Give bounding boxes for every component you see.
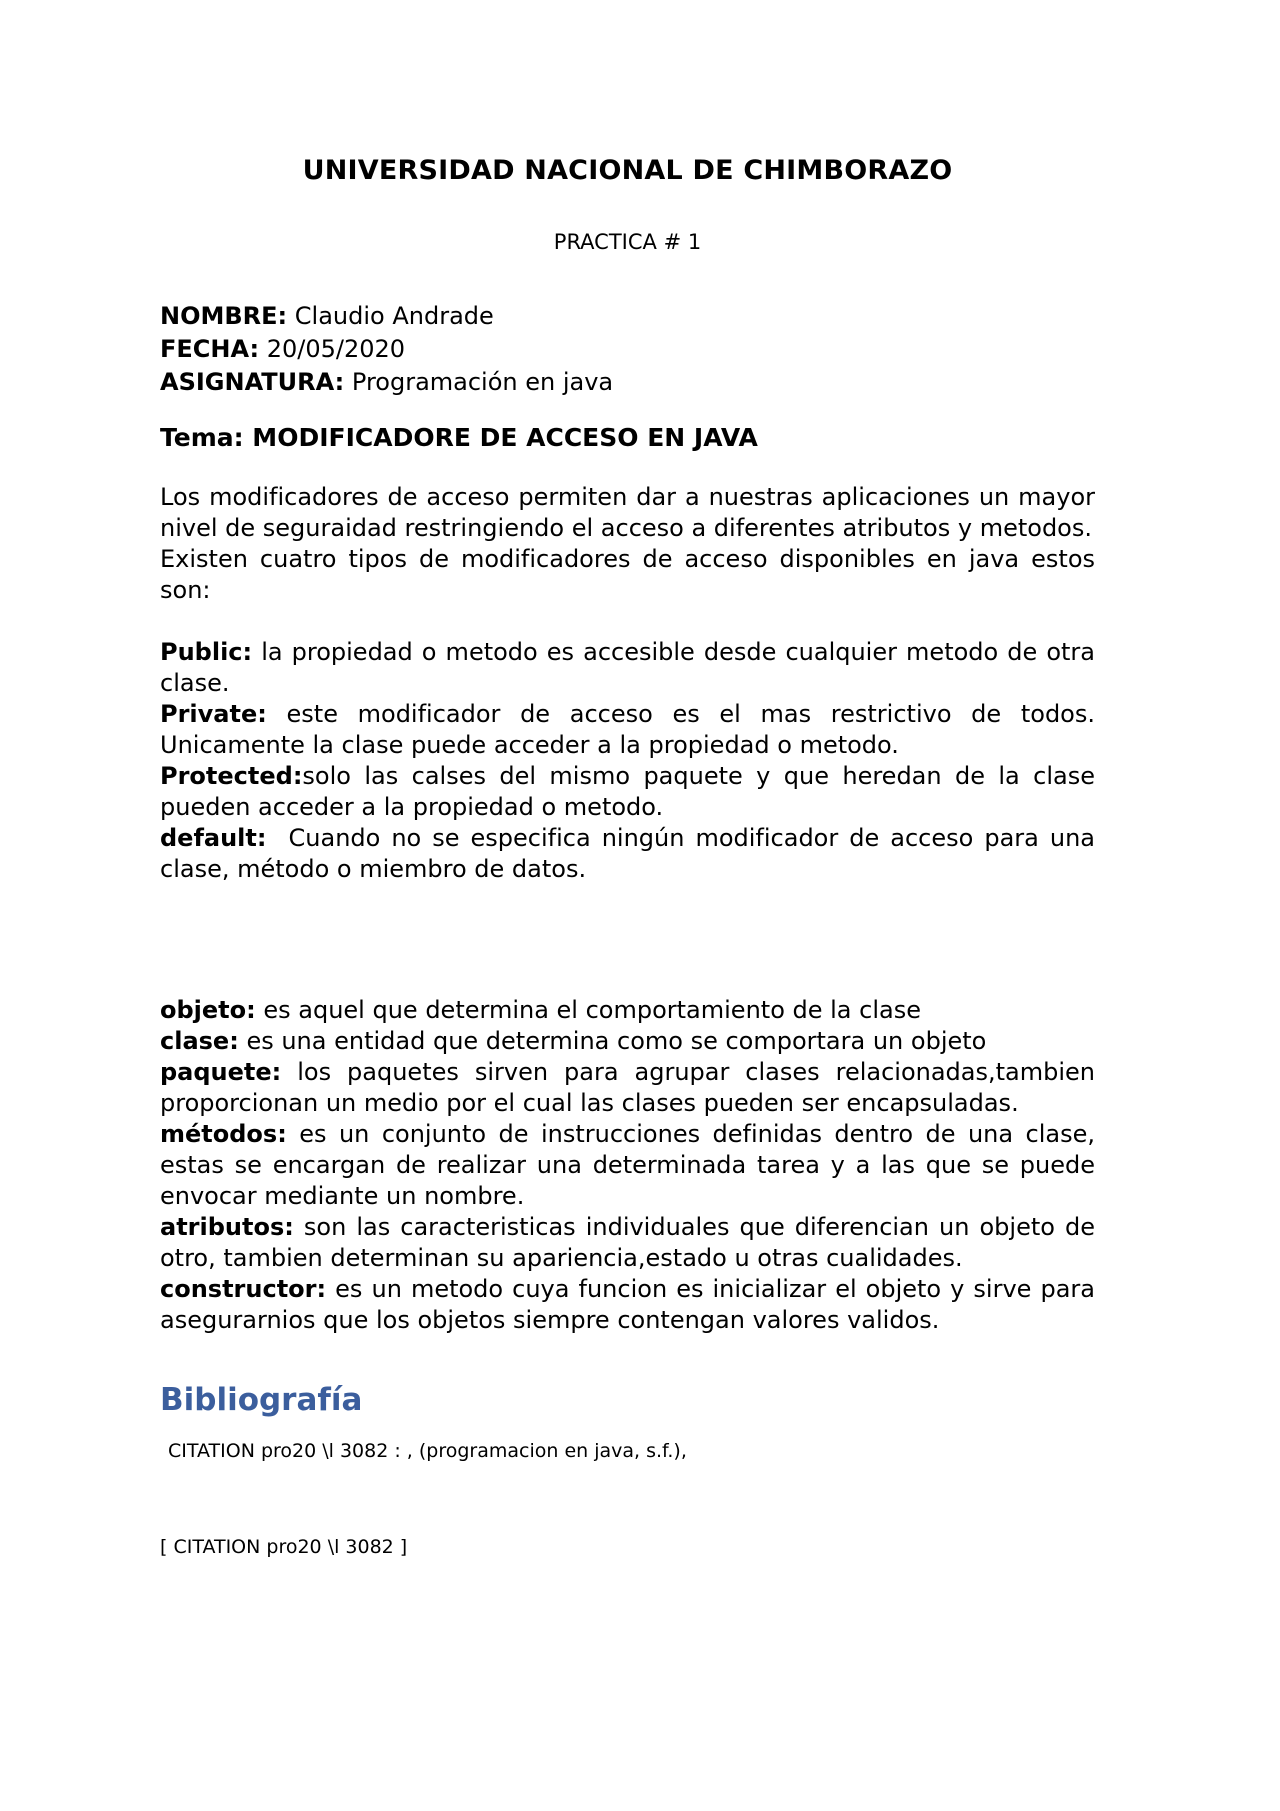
student-info	[160, 300, 1095, 399]
definition-metodos	[160, 1119, 1095, 1212]
definition-text: son las caracteristicas individuales que diferencian un objeto de otro, tambien determinan su apariencia,estado u otras cualidades.	[160, 1213, 1095, 1272]
definition-objeto	[160, 995, 1095, 1026]
definition-text: es una entidad que determina como se comportara un objeto	[238, 1027, 987, 1055]
nombre-value: Claudio Andrade	[294, 302, 494, 330]
asignatura-value: Programación en java	[351, 368, 614, 396]
nombre-label: NOMBRE:	[160, 302, 288, 330]
definition-term: objeto:	[160, 996, 256, 1024]
definition-term: métodos:	[160, 1120, 287, 1148]
definition-term: Public:	[160, 638, 253, 666]
definition-term: clase:	[160, 1027, 239, 1055]
concepts-section	[160, 995, 1095, 1336]
definition-term: paquete:	[160, 1058, 282, 1086]
fecha-label: FECHA:	[160, 335, 260, 363]
definition-atributos	[160, 1212, 1095, 1274]
fecha-value: 20/05/2020	[266, 335, 406, 363]
definition-private	[160, 699, 1095, 761]
intro-paragraph-1: Los modificadores de acceso permiten dar a nuestras aplicaciones un mayor nivel de seguraidad restringiendo el acceso a diferentes atributos y metodos.	[160, 483, 1095, 542]
definition-text: solo las calses del mismo paquete y que heredan de la clase pueden acceder a la propiedad o metodo.	[160, 762, 1095, 821]
citation-field-text: CITATION pro20 \l 3082 : , (programacion en java, s.f.),	[168, 1440, 687, 1462]
definition-clase	[160, 1026, 1095, 1057]
definition-public	[160, 637, 1095, 699]
asignatura-line	[160, 366, 1095, 399]
fecha-line	[160, 333, 1095, 366]
nombre-line	[160, 300, 1095, 333]
definition-default	[160, 823, 1095, 885]
definition-text: Cuando no se especifica ningún modificador de acceso para una clase, método o miembro de datos.	[160, 824, 1095, 883]
document-title: UNIVERSIDAD NACIONAL DE CHIMBORAZO	[302, 155, 953, 186]
definition-term: constructor:	[160, 1275, 327, 1303]
definition-text: este modificador de acceso es el mas restrictivo de todos. Unicamente la clase puede acceder a la propiedad o metodo.	[160, 700, 1095, 759]
asignatura-label: ASIGNATURA:	[160, 368, 345, 396]
practice-number: PRACTICA # 1	[553, 230, 702, 254]
definition-text: es aquel que determina el comportamiento de la clase	[255, 996, 921, 1024]
topic-heading: Tema: MODIFICADORE DE ACCESO EN JAVA	[160, 423, 758, 452]
definition-text: los paquetes sirven para agrupar clases relacionadas,tambien proporcionan un medio por el cual las clases pueden ser encapsuladas.	[160, 1058, 1095, 1117]
definition-term: Protected:	[160, 762, 303, 790]
definition-protected	[160, 761, 1095, 823]
citation-bracket-text: [ CITATION pro20 \l 3082 ]	[160, 1536, 408, 1558]
definition-constructor	[160, 1274, 1095, 1336]
definition-term: default:	[160, 824, 267, 852]
bibliography-heading: Bibliografía	[160, 1382, 363, 1418]
intro-section	[160, 482, 1095, 606]
definition-paquete	[160, 1057, 1095, 1119]
access-modifiers-section	[160, 637, 1095, 885]
definition-term: Private:	[160, 700, 267, 728]
definition-text: es un metodo cuya funcion es inicializar el objeto y sirve para asegurarnios que los objetos siempre contengan valores validos.	[160, 1275, 1095, 1334]
intro-paragraph-2: Existen cuatro tipos de modificadores de acceso disponibles en java estos son:	[160, 545, 1095, 604]
definition-term: atributos:	[160, 1213, 294, 1241]
definition-text: la propiedad o metodo es accesible desde cualquier metodo de otra clase.	[160, 638, 1095, 697]
definition-text: es un conjunto de instrucciones definidas dentro de una clase, estas se encargan de realizar una determinada tarea y a las que se puede envocar mediante un nombre.	[160, 1120, 1095, 1210]
